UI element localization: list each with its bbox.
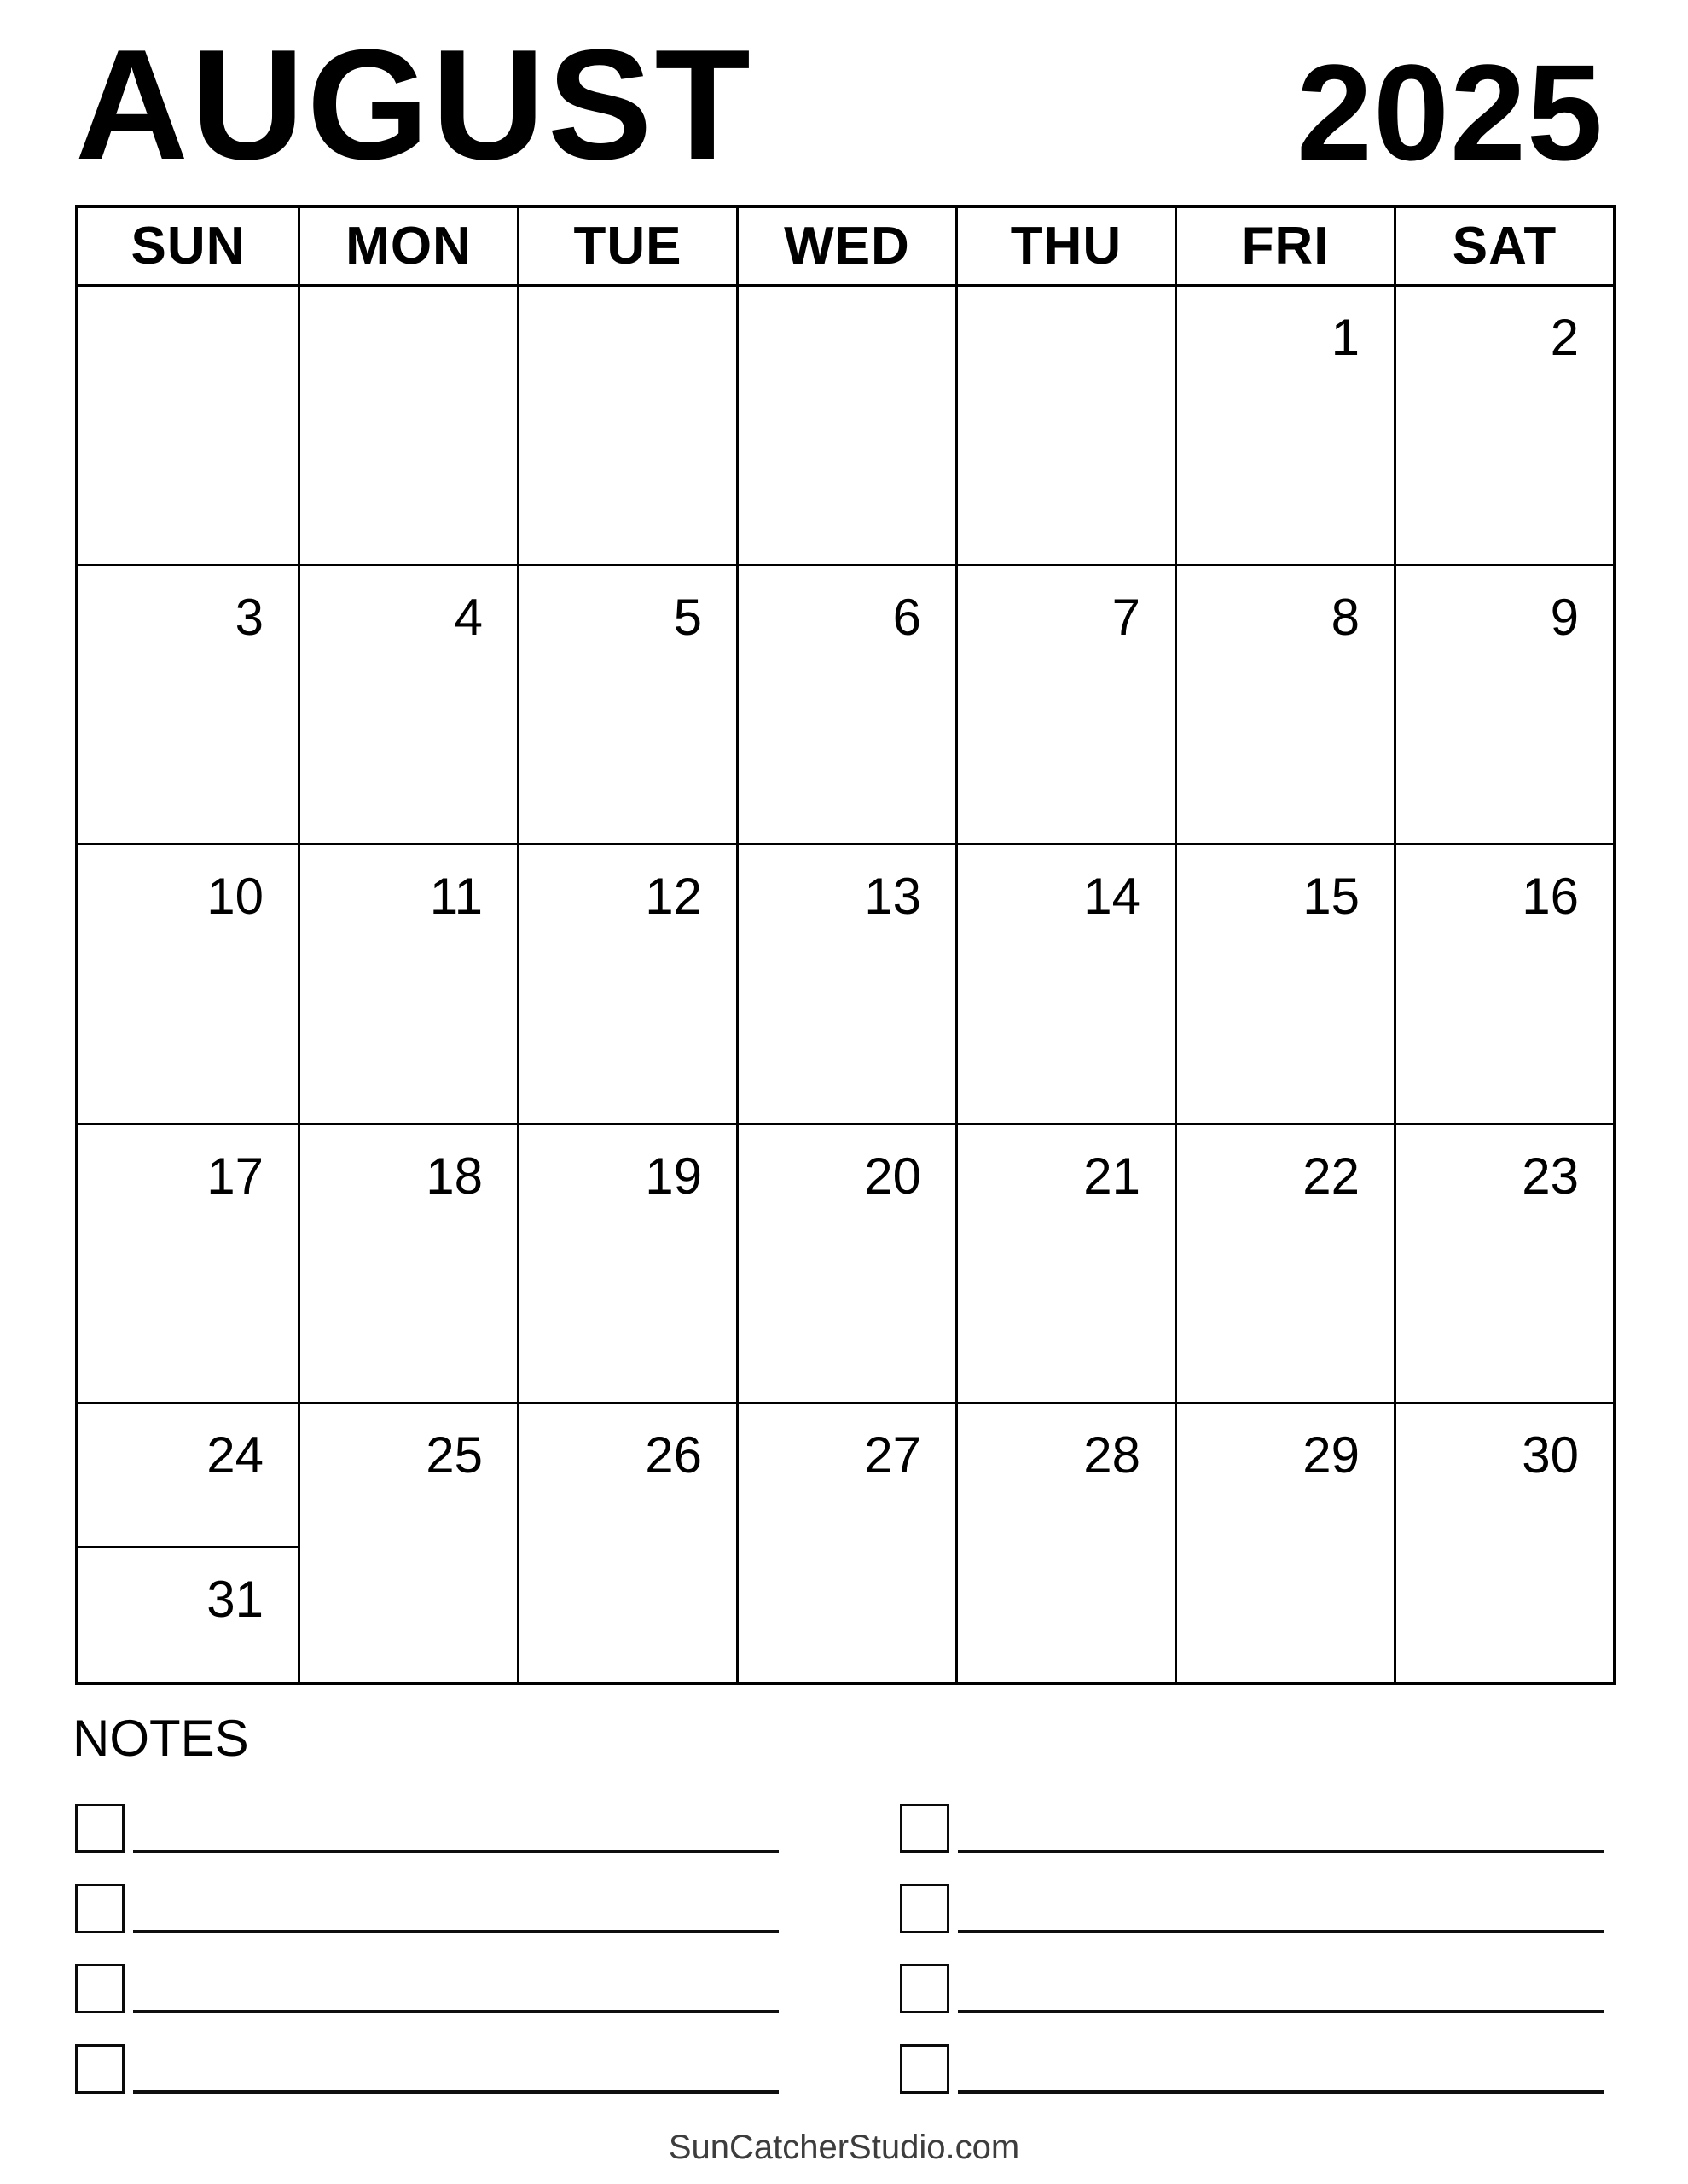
- note-checkbox[interactable]: [75, 2044, 125, 2094]
- note-item: [75, 1884, 751, 1933]
- day-cell-20: 20: [736, 1123, 955, 1403]
- note-item: [75, 1964, 751, 2013]
- day-cell-split-24-31: [78, 1402, 298, 1682]
- day-cell-2: 2: [1394, 284, 1613, 564]
- note-line[interactable]: [958, 2090, 1604, 2094]
- note-line[interactable]: [958, 2010, 1604, 2013]
- note-line[interactable]: [133, 2090, 779, 2094]
- day-cell-12: 12: [517, 843, 736, 1123]
- day-cell-10: 10: [78, 843, 298, 1123]
- note-checkbox[interactable]: [900, 1964, 949, 2013]
- day-cell-empty: [736, 284, 955, 564]
- day-cell-empty: [955, 284, 1175, 564]
- day-cell-18: 18: [298, 1123, 517, 1403]
- day-cell-24: 24: [206, 1426, 264, 1484]
- day-cell-22: 22: [1175, 1123, 1394, 1403]
- note-line[interactable]: [133, 1930, 779, 1933]
- note-checkbox[interactable]: [75, 1964, 125, 2013]
- weekday-header-sat: SAT: [1394, 208, 1613, 284]
- note-item: [75, 2044, 751, 2094]
- calendar-grid: [75, 205, 1616, 1685]
- note-line[interactable]: [133, 1850, 779, 1853]
- day-cell-4: 4: [298, 564, 517, 844]
- weekday-header-thu: THU: [955, 208, 1175, 284]
- day-cell-3: 3: [78, 564, 298, 844]
- month-title: AUGUST: [75, 16, 753, 192]
- day-cell-28: 28: [955, 1402, 1175, 1682]
- weekday-header-sun: SUN: [131, 217, 246, 276]
- weekday-header-mon: MON: [298, 208, 517, 284]
- weekday-header-fri: FRI: [1175, 208, 1394, 284]
- day-cell-13: 13: [736, 843, 955, 1123]
- day-cell-7: 7: [955, 564, 1175, 844]
- day-cell-21: 21: [955, 1123, 1175, 1403]
- day-cell-25: 25: [298, 1402, 517, 1682]
- year-title: 2025: [1296, 36, 1604, 189]
- day-cell-27: 27: [736, 1402, 955, 1682]
- day-cell-11: 11: [298, 843, 517, 1123]
- weekday-header-wed: WED: [736, 208, 955, 284]
- day-cell-5: 5: [517, 564, 736, 844]
- note-checkbox[interactable]: [75, 1884, 125, 1933]
- note-line[interactable]: [958, 1850, 1604, 1853]
- day-cell-16: 16: [1394, 843, 1613, 1123]
- day-cell-8: 8: [1175, 564, 1394, 844]
- note-item: [900, 2044, 1575, 2094]
- day-cell-31: 31: [78, 1546, 298, 1682]
- note-checkbox[interactable]: [900, 1804, 949, 1853]
- note-item: [900, 1964, 1575, 2013]
- weekday-header-tue: TUE: [517, 208, 736, 284]
- day-cell-26: 26: [517, 1402, 736, 1682]
- note-checkbox[interactable]: [900, 2044, 949, 2094]
- day-cell-14: 14: [955, 843, 1175, 1123]
- day-cell-empty: [298, 284, 517, 564]
- day-cell-15: 15: [1175, 843, 1394, 1123]
- day-cell-30: 30: [1394, 1402, 1613, 1682]
- website-link[interactable]: SunCatcherStudio.com: [668, 2129, 1020, 2166]
- note-line[interactable]: [958, 1930, 1604, 1933]
- note-checkbox[interactable]: [900, 1884, 949, 1933]
- day-cell-empty: [517, 284, 736, 564]
- note-checkbox[interactable]: [75, 1804, 125, 1853]
- day-cell-empty: [78, 284, 298, 564]
- day-cell-29: 29: [1175, 1402, 1394, 1682]
- note-item: [75, 1804, 751, 1853]
- day-cell-19: 19: [517, 1123, 736, 1403]
- note-item: [900, 1804, 1575, 1853]
- notes-heading: NOTES: [73, 1710, 249, 1767]
- note-line[interactable]: [133, 2010, 779, 2013]
- day-cell-6: 6: [736, 564, 955, 844]
- day-cell-9: 9: [1394, 564, 1613, 844]
- day-cell-1: 1: [1175, 284, 1394, 564]
- note-item: [900, 1884, 1575, 1933]
- day-cell-23: 23: [1394, 1123, 1613, 1403]
- day-cell-17: 17: [78, 1123, 298, 1403]
